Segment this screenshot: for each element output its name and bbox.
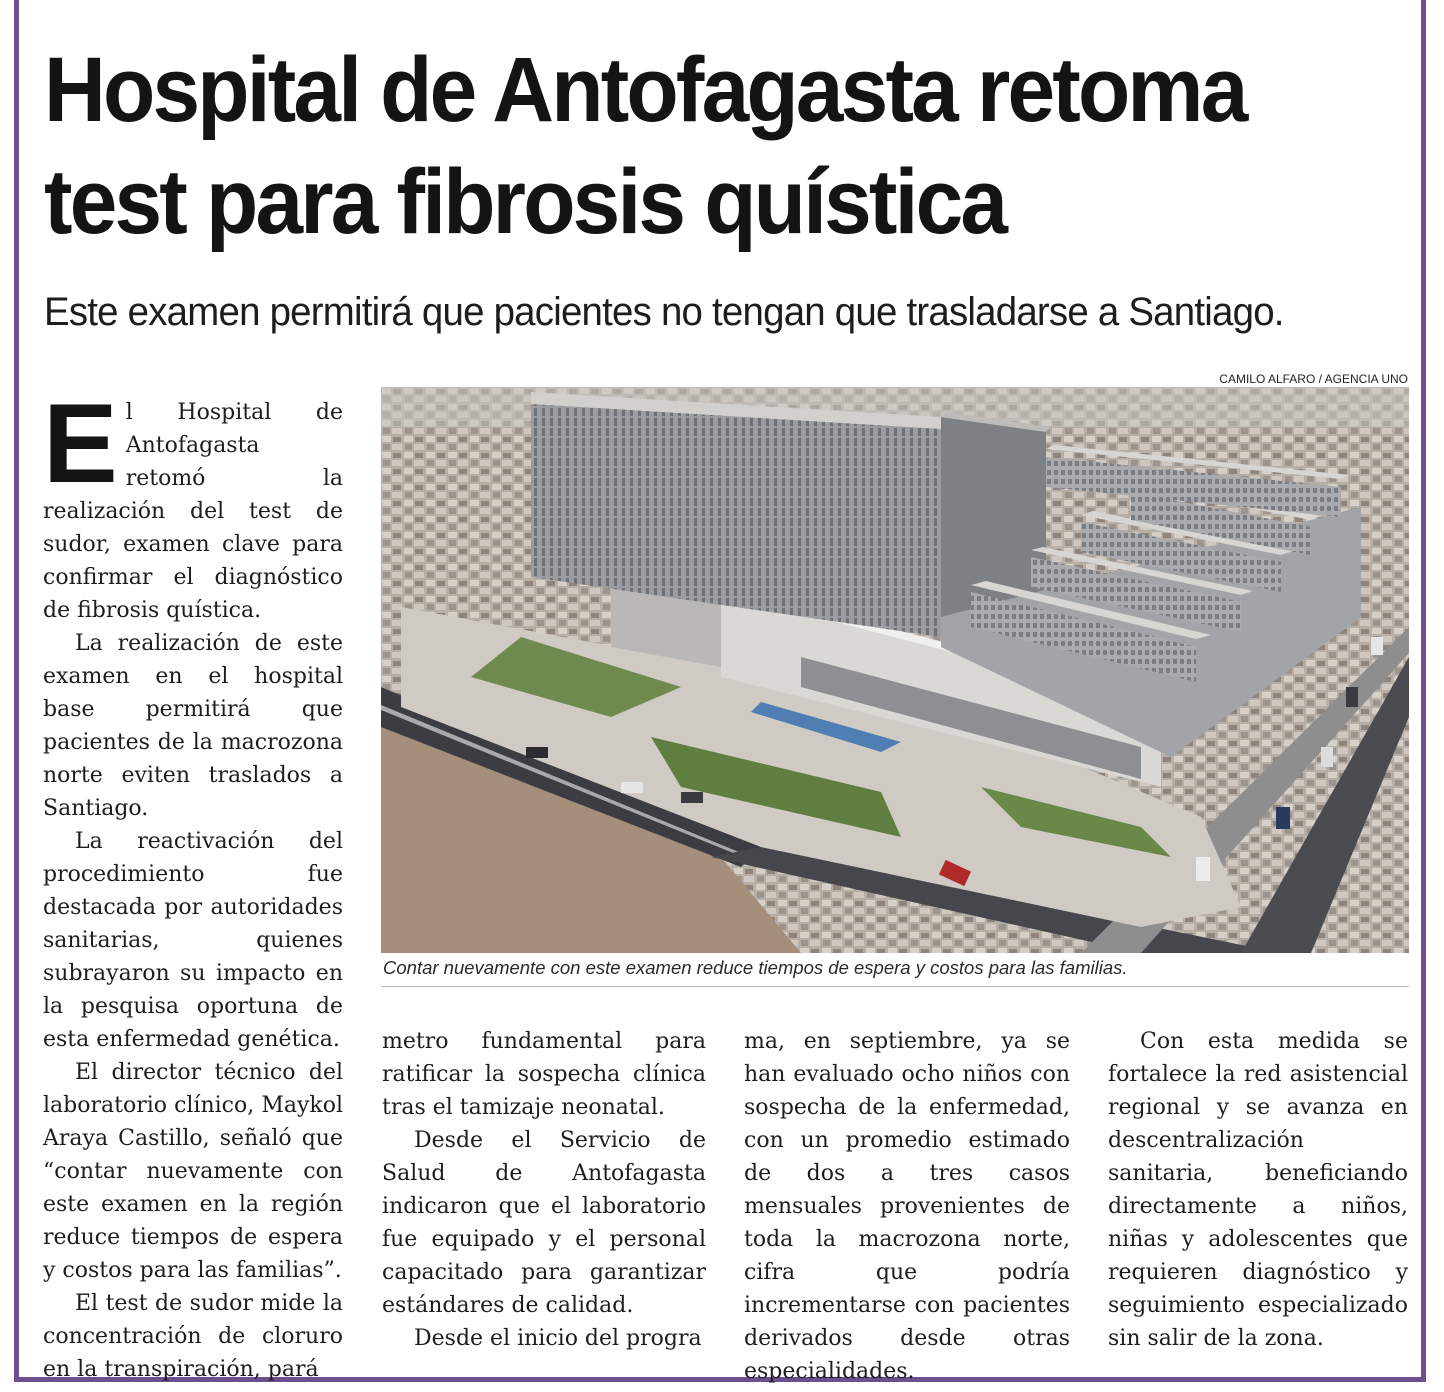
body-column-3 (744, 1025, 1070, 1388)
headline-line-2: test para fibrosis quística (44, 151, 1006, 253)
paragraph-7-end: ma, en septiembre, ya se han evaluado ocho niños con sospecha de la enfermedad, con un promedio estimado de dos a tres casos mensuales provenientes de toda la macrozona norte, cifra que podría incrementarse con pacientes derivados desde otras especialidades. (744, 1029, 1070, 1384)
hospital-aerial-photo (381, 387, 1409, 953)
body-column-4 (1108, 1025, 1408, 1355)
paragraph-1-text: l Hospital de Antofagasta retomó la realización del test de sudor, examen clave para confirmar el diagnóstico de fibrosis quística. (43, 400, 343, 623)
body-column-1 (43, 381, 343, 1386)
headline (44, 34, 1318, 258)
paragraph-4: El director técnico del laboratorio clínico, Maykol Araya Castillo, señaló que “contar nuevamente con este examen en la región reduce tiempos de espera y costos para las familias”. (43, 1060, 343, 1283)
photo-caption: Contar nuevamente con este examen reduce tiempos de espera y costos para las familias. (383, 957, 1128, 978)
paragraph-3: La reactivación del procedimiento fue destacada por autoridades sanitarias, quienes subrayaron su impacto en la pesquisa oportuna de esta enfermedad genética. (43, 829, 343, 1052)
paragraph-1 (43, 381, 343, 627)
paragraph-5-end: metro fundamental para ratificar la sospecha clínica tras el tamizaje neonatal. (382, 1029, 706, 1120)
paragraph-2: La realización de este examen en el hospital base permitirá que pacientes de la macrozona norte eviten traslados a Santiago. (43, 631, 343, 821)
paragraph-7-start: Desde el inicio del progra (414, 1326, 702, 1351)
body-column-2 (382, 1025, 706, 1355)
paragraph-8: Con esta medida se fortalece la red asistencial regional y se avanza en descentralización sanitaria, beneficiando directamente a niños, niñas y adolescentes que requieren diagnóstico y seguimiento especializado sin salir de la zona. (1108, 1029, 1408, 1351)
headline-line-1: Hospital de Antofagasta retoma (44, 39, 1246, 141)
drop-cap: E (43, 381, 118, 506)
caption-rule (381, 986, 1409, 987)
paragraph-6: Desde el Servicio de Salud de Antofagasta indicaron que el laboratorio fue equipado y el personal capacitado para garantizar estándares de calidad. (382, 1128, 706, 1318)
paragraph-5-start: El test de sudor mide la concentración de cloruro en la transpiración, pará (43, 1291, 343, 1382)
subheadline: Este examen permitirá que pacientes no tengan que trasladarse a Santiago. (44, 290, 1284, 334)
photo-credit: CAMILO ALFARO / AGENCIA UNO (1219, 372, 1408, 386)
